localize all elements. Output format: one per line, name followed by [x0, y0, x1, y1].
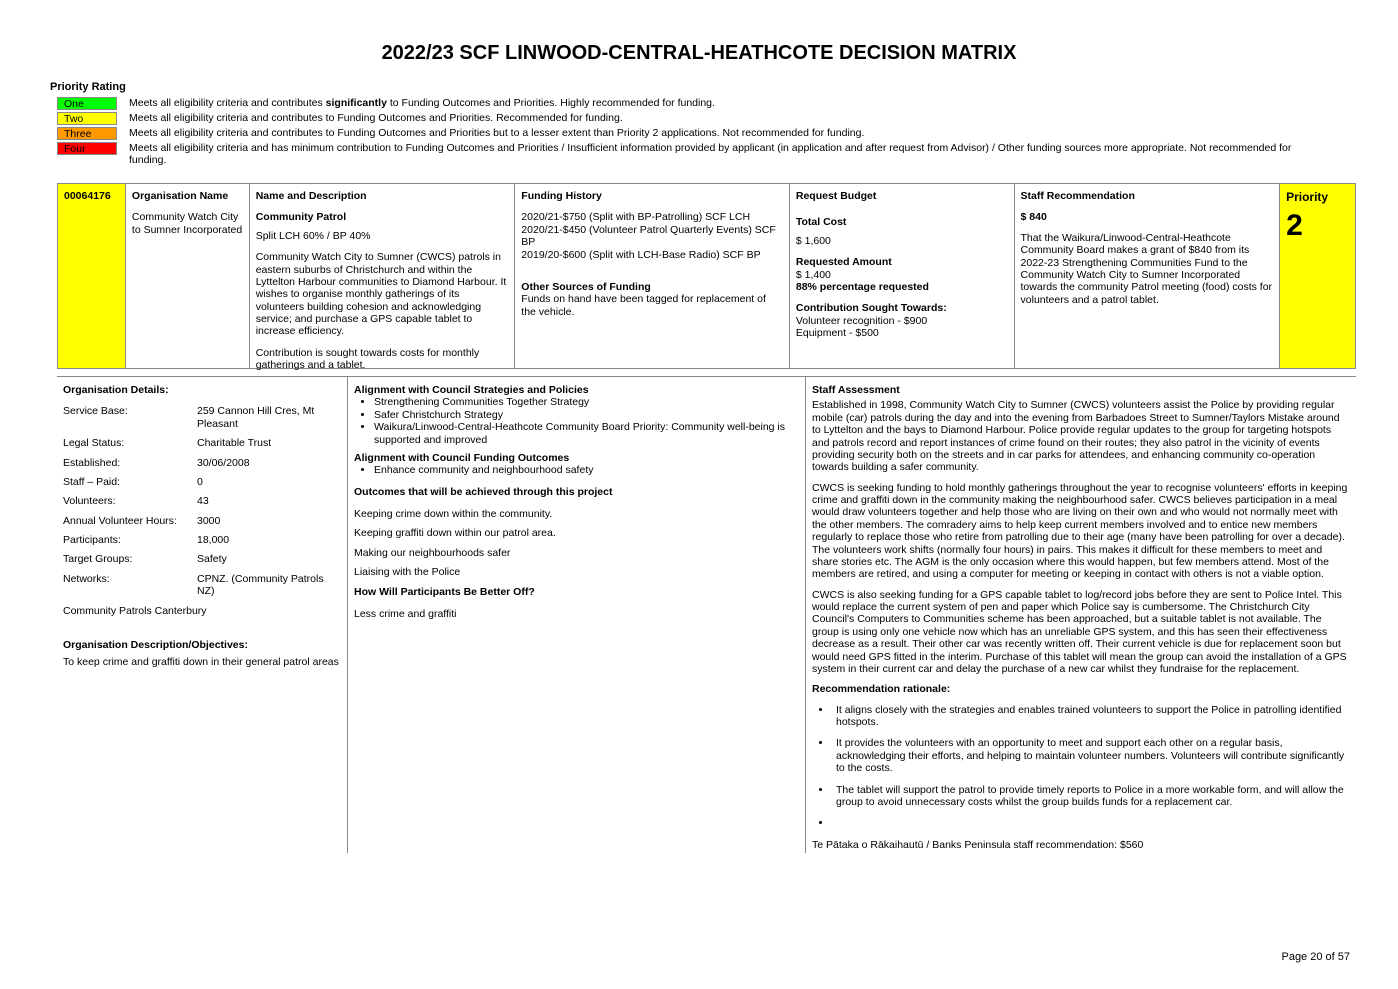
- percentage-requested: 88% percentage requested: [795, 280, 929, 293]
- detail-value: 0: [197, 475, 203, 488]
- funding-history-item: 2020/21-$450 (Volunteer Patrol Quarterly Events) SCF BP: [521, 223, 776, 249]
- strategy-item: • Waikura/Linwood-Central-Heathcote Community Board Priority: Community well-being is supported and improved: [374, 421, 799, 446]
- detail-row: [63, 457, 341, 469]
- detail-key: Service Base:: [63, 405, 128, 418]
- better-off-heading: How Will Participants Be Better Off?: [354, 585, 535, 598]
- name-header: Name and Description: [255, 190, 367, 202]
- detail-row: [63, 476, 341, 488]
- project-outcome-item: Making our neighbourhoods safer: [354, 546, 511, 559]
- network-extra: Community Patrols Canterbury: [63, 604, 207, 617]
- priority-value: 2: [1286, 209, 1303, 243]
- legend-row-two: [57, 112, 1317, 125]
- organisation-details-column: [57, 377, 348, 853]
- detail-key: Annual Volunteer Hours:: [63, 514, 177, 527]
- priority-desc-four: Meets all eligibility criteria and has minimum contribution to Funding Outcomes and Priorities / Insufficient information provided by applicant (in application and after request from Advisor) / Other funding sources more appropriate. Not recommended for funding.: [129, 142, 1292, 166]
- detail-key: Target Groups:: [63, 553, 133, 566]
- assessment-paragraph: CWCS is seeking funding to hold monthly gatherings throughout the year to recognise volunteers' efforts in keeping crime and graffiti down in the community making the neighbourhood safer. CWCS believes participation in a meal would draw volunteers together and help those who are living on their own and who would not normally meet with the other members. The comradery aims to help keep current members involved and to entice new members regularly to replace those who retire from patrolling due to their age (many have been patrolling for over a decade). The volunteers work shifts (normally four hours) in pairs. This makes it difficult for these members to meet and share stories etc. The AGM is the only occasion where this would happen, but few members attend. Most of the members are retired, and using a computer for meeting or keeping in contact with others is not a viable option.: [812, 481, 1348, 581]
- other-sources-header: Other Sources of Funding: [521, 280, 651, 293]
- project-outcome-item: Keeping graffiti down within our patrol area.: [354, 527, 556, 540]
- detail-key: Participants:: [63, 534, 121, 546]
- contribution-sought-item: Equipment - $500: [795, 327, 879, 339]
- org-header: Organisation Name: [131, 190, 229, 202]
- org-description-heading: Organisation Description/Objectives:: [63, 638, 248, 651]
- assessment-paragraph: Established in 1998, Community Watch City to Sumner (CWCS) volunteers assist the Police by providing regular mobile (car) patrols during the day and into the evening from Barbadoes Street to Sumner/Taylors Mistake around to Lyttelton and the bays to Diamond Harbour. Police provide regular updates to the group for targeting hotspots and patrols record and report instances of crime found on their routes; they also patrol in the vicinity of events providing security both on the streets and in car parks for attendees, and enhancing community co-operation towards building a safer community.: [812, 399, 1340, 474]
- rationale-item: • It provides the volunteers with an opportunity to meet and support each other on a regular basis, acknowledging their efforts, and helping to maintain volunteer numbers. Volunteers will contribute significantly to the costs.: [832, 737, 1350, 774]
- strategy-item: • Strengthening Communities Together Strategy: [374, 396, 799, 408]
- staff-assessment-heading: Staff Assessment: [812, 384, 900, 396]
- rationale-item: • It aligns closely with the strategies and enables trained volunteers to support the Police in patrolling identified hotspots.: [832, 704, 1350, 729]
- priority-rating-heading: Priority Rating: [50, 81, 126, 93]
- org-description: To keep crime and graffiti down in their general patrol areas: [63, 656, 339, 669]
- contribution-sought-item: Volunteer recognition - $900: [795, 314, 928, 327]
- request-budget-column: [790, 184, 1015, 368]
- detail-key: Legal Status:: [63, 437, 125, 450]
- detail-row: [63, 534, 341, 546]
- detail-row: [63, 495, 341, 507]
- staff-rec-amount: $ 840: [1020, 211, 1047, 224]
- requested-amount-label: Requested Amount: [795, 256, 892, 269]
- project-name: Community Patrol: [255, 211, 347, 224]
- rationale-item: • The tablet will support the patrol to provide timely reports to Police in a more workable form, and will allow the group to avoid unnecessary costs whilst the group builds funds for a replacement car.: [832, 784, 1350, 809]
- priority-header: Priority: [1286, 190, 1329, 204]
- application-summary-table: [57, 183, 1356, 372]
- funding-history-item: 2019/20-$600 (Split with LCH-Base Radio) SCF BP: [521, 248, 761, 261]
- page-title: 2022/23 SCF LINWOOD-CENTRAL-HEATHCOTE DECISION MATRIX: [381, 42, 1017, 64]
- priority-legend: [57, 97, 1317, 168]
- funding-history-column: [515, 184, 790, 368]
- detail-key: Established:: [63, 456, 121, 469]
- strategies-list: [354, 396, 799, 446]
- priority-swatch-one: One: [57, 97, 117, 110]
- staff-rec-text: That the Waikura/Linwood-Central-Heathcote Community Board makes a grant of $840 from its 2022-23 Strengthening Communities Fund to the Community Watch City to Sumner Incorporated towards the community Patrol meeting (food) costs for volunteers and a patrol tablet.: [1020, 231, 1273, 306]
- detail-key: Networks:: [63, 572, 110, 585]
- priority-swatch-two: Two: [57, 112, 117, 125]
- total-cost-label: Total Cost: [795, 216, 847, 229]
- priority-swatch-four: Four: [57, 142, 117, 155]
- total-cost-value: $ 1,600: [795, 234, 831, 247]
- detail-key: Staff – Paid:: [63, 475, 121, 488]
- detail-row: [63, 573, 341, 598]
- better-off-text: Less crime and graffiti: [354, 607, 457, 620]
- strategy-item: • Safer Christchurch Strategy: [374, 409, 799, 421]
- name-description-column: [250, 184, 516, 372]
- rationale-list: [812, 704, 1350, 830]
- detail-key: Volunteers:: [63, 495, 116, 508]
- detail-value: Safety: [197, 553, 227, 566]
- details-section: [57, 376, 1356, 853]
- org-details-heading: Organisation Details:: [63, 384, 169, 396]
- legend-row-one: [57, 97, 1317, 110]
- funding-outcomes-list: [354, 464, 799, 476]
- strategies-heading: Alignment with Council Strategies and Policies: [354, 384, 589, 396]
- project-outcome-item: Keeping crime down within the community.: [354, 508, 553, 520]
- staff-recommendation-column: [1015, 184, 1281, 368]
- detail-value: 18,000: [197, 534, 230, 546]
- other-sources-text: Funds on hand have been tagged for replacement of the vehicle.: [521, 293, 766, 318]
- detail-value: 43: [197, 495, 209, 508]
- detail-row: [63, 553, 341, 565]
- project-outcomes-heading: Outcomes that will be achieved through this project: [354, 485, 613, 498]
- rationale-item-empty: [832, 817, 1350, 829]
- detail-value: CPNZ. (Community Patrols NZ): [197, 572, 324, 598]
- priority-swatch-three: Three: [57, 127, 117, 140]
- assessment-paragraph: CWCS is also seeking funding for a GPS capable tablet to log/record jobs before they are sent to Police Intel. This would replace the current system of pen and paper which Police say is cumbersome. The Christchurch City Council's Computers to Communities scheme has been approached, but a suitable tablet is not available. The group is using only one vehicle now which has an unreliable GPS system, and this has seen their effectiveness decrease as a result. Their other car was recently written off. Their current vehicle is due for replacement soon but would need GPS fitted in the interim. Purchase of this tablet will mean the group can avoid the installation of a GPS system in their current car and delay the purchase of a new car whilst they fundraise for the replacement.: [812, 588, 1347, 675]
- staff-rec-header: Staff Recommendation: [1020, 190, 1135, 202]
- rationale-heading: Recommendation rationale:: [812, 683, 951, 696]
- detail-value: 30/06/2008: [197, 456, 250, 469]
- priority-column: [1280, 184, 1355, 368]
- staff-assessment-column: [806, 377, 1356, 853]
- project-contribution: Contribution is sought towards costs for monthly gatherings and a tablet.: [255, 346, 480, 372]
- project-description: Community Watch City to Sumner (CWCS) patrols in eastern suburbs of Christchurch and within the Lyttelton Harbour communities to Diamond Harbour. It wishes to organise monthly gatherings of its volunteers building cohesion and acknowledging service; and purchase a GPS capable tablet to increase efficiency.: [255, 251, 507, 338]
- priority-desc-three: Meets all eligibility criteria and contributes to Funding Outcomes and Priorities but to a lesser extent than Priority 2 applications. Not recommended for funding.: [129, 127, 865, 139]
- project-split: Split LCH 60% / BP 40%: [255, 229, 371, 242]
- priority-desc-one: Meets all eligibility criteria and contributes significantly to Funding Outcomes and Priorities. Highly recommended for funding.: [129, 97, 715, 109]
- org-name: Community Watch City to Sumner Incorporated: [131, 211, 243, 236]
- priority-desc-two: Meets all eligibility criteria and contributes to Funding Outcomes and Priorities. Recommended for funding.: [129, 112, 623, 124]
- bp-staff-recommendation: Te Pātaka o Rākaihautū / Banks Peninsula staff recommendation: $560: [812, 838, 1144, 851]
- funding-history-item: 2020/21-$750 (Split with BP-Patrolling) SCF LCH: [521, 211, 751, 224]
- funding-header: Funding History: [521, 190, 602, 202]
- contribution-sought-label: Contribution Sought Towards:: [795, 302, 947, 315]
- detail-row: [63, 405, 341, 430]
- legend-row-three: [57, 127, 1317, 140]
- funding-outcome-item: • Enhance community and neighbourhood safety: [374, 464, 799, 476]
- org-column: [126, 184, 250, 368]
- application-id: 00064176: [58, 184, 126, 368]
- legend-row-four: [57, 142, 1317, 166]
- detail-row: [63, 437, 341, 449]
- detail-row: [63, 515, 341, 527]
- detail-value: 3000: [197, 514, 221, 527]
- detail-value: Charitable Trust: [197, 437, 272, 450]
- page-number: Page 20 of 57: [1281, 951, 1350, 963]
- project-outcome-item: Liaising with the Police: [354, 566, 461, 579]
- alignment-column: [348, 377, 806, 853]
- budget-header: Request Budget: [795, 190, 877, 202]
- requested-amount-value: $ 1,400: [795, 268, 831, 281]
- detail-value: 259 Cannon Hill Cres, Mt Pleasant: [197, 405, 315, 430]
- funding-outcomes-heading: Alignment with Council Funding Outcomes: [354, 451, 570, 464]
